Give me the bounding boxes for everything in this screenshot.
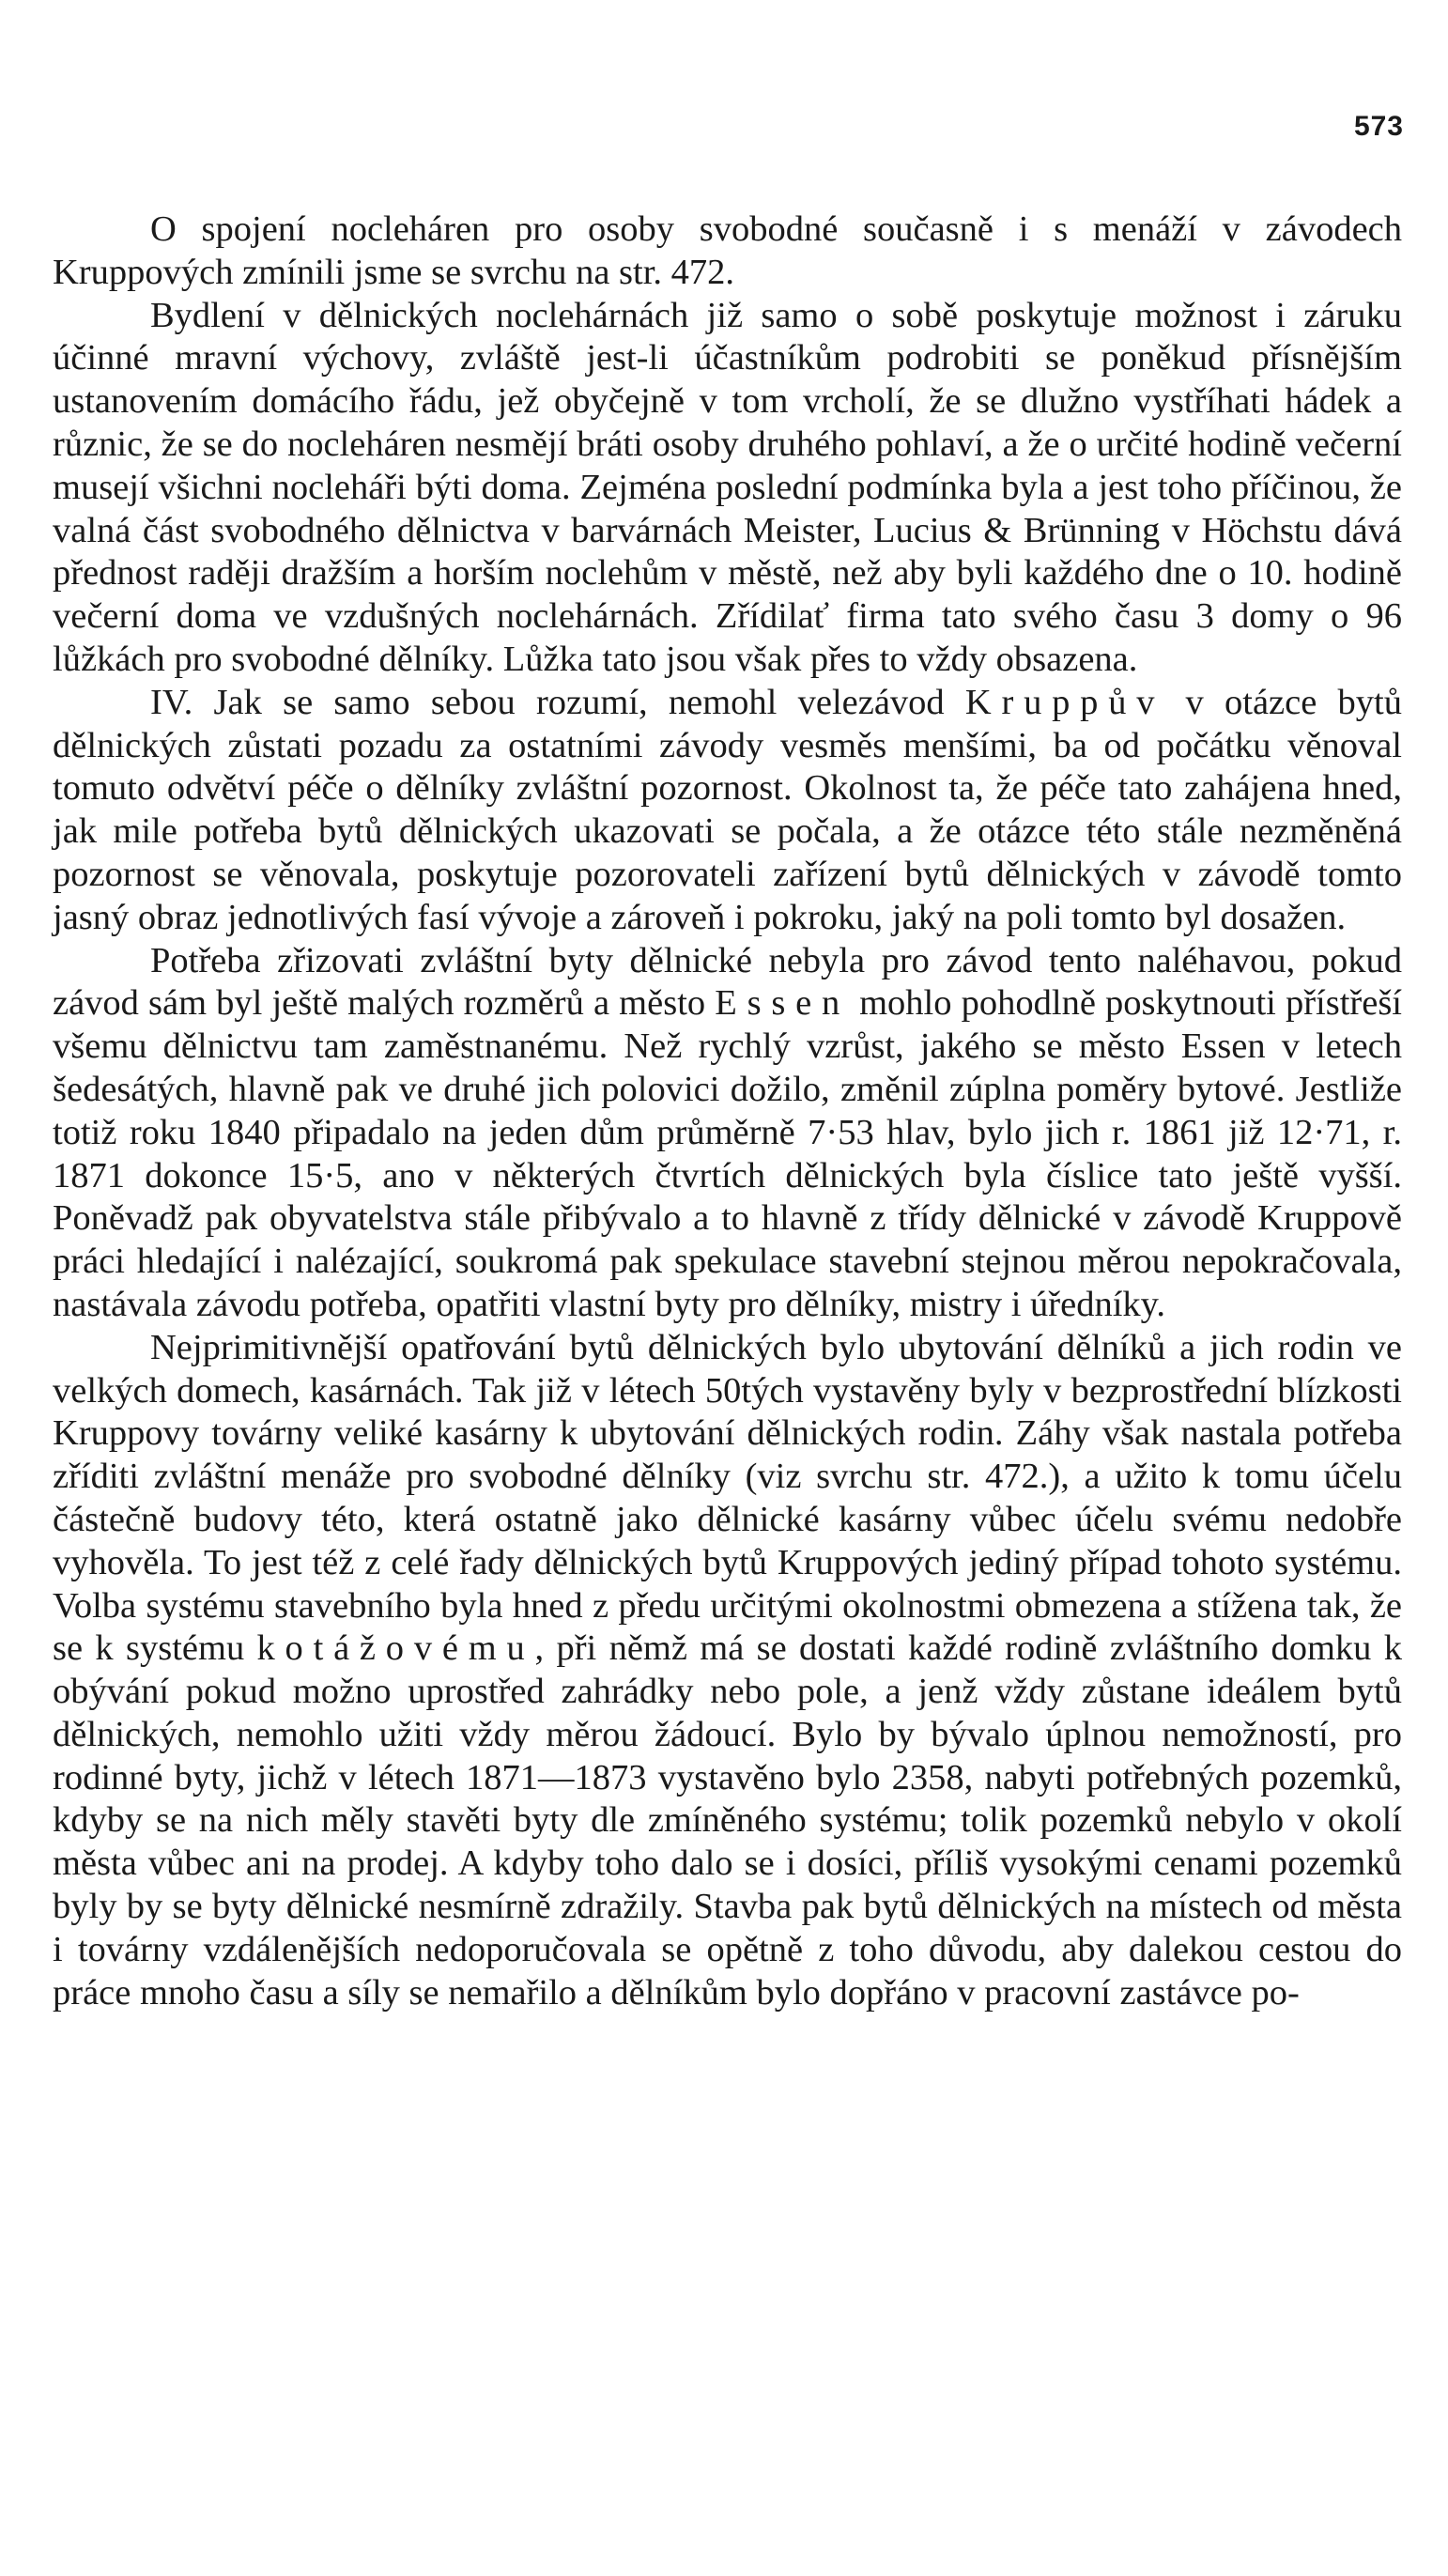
spaced-emphasis: kotážovému [256, 1628, 535, 1669]
text-segment: Bydlení v dělnických noclehárnách již samo o sobě poskytuje možnost i záruku účinné mravní výchovy, zvláště jest-li účastníkům podrobiti se poněkud přísnějším ustanovením domácího řádu, jež obyčejně v tom vrcholí, že se dlužno vystříhati hádek a různic, že se do nocleháren nesmějí bráti osoby druhého pohlaví, a že o určité hodině večerní musejí všichni nocleháři býti doma. Zejména poslední podmínka byla a jest toho příčinou, že valná část svobodného dělnictva v barvárnách Meister, Lucius & Brünning v Höchstu dává přednost raději dražším a horším noclehům v městě, než aby byli každého dne o 10. hodině večerní doma ve vzdušných noclehárnách. Zřídilať firma tato svého času 3 domy o 96 lůžkách pro svobodné dělníky. Lůžka tato jsou však přes to vždy obsazena. [53, 295, 1402, 679]
paragraph-p3 [53, 682, 1402, 940]
body-text [53, 208, 1402, 2014]
paragraph-p4 [53, 940, 1402, 1327]
text-segment: Nejprimitivnější opatřování bytů dělnických bylo ubytování dělníků a jich rodin ve velkých domech, kasárnách. Tak již v létech 50tých vystavěny byly v bezprostřední blízkosti Kruppovy továrny veliké kasárny k ubytování dělnických rodin. Záhy však nastala potřeba zříditi zvláštní menáže pro svobodné dělníky (viz svrchu str. 472.), a užito k tomu účelu částečně budovy této, která ostatně jako dělnické kasárny vůbec účelu svému nedobře vyhověla. To jest též z celé řady dělnických bytů Kruppových jediný případ tohoto systému. Volba systému stavebního byla hned z předu určitými okolnostmi obmezena a stížena tak, že se k systému [53, 1327, 1402, 1669]
paragraph-p1 [53, 208, 1402, 295]
text-segment: Potřeba zřizovati zvláštní byty dělnické nebyla pro závod tento naléhavou, pokud závod sám byl ještě malých rozměrů a město [53, 940, 1402, 1024]
page-number: 573 [1353, 111, 1404, 142]
spaced-emphasis: Essen [715, 983, 850, 1024]
text-segment: v otázce bytů dělnických zůstati pozadu za ostatními závody vesměs menšími, ba od počátku věnoval tomuto odvětví péče o dělníky zvláštní pozornost. Okolnost ta, že péče tato zahájena hned, jak mile potřeba bytů dělnických ukazovati se počala, a že otázce této stále nezměněná pozornost se věnovala, poskytuje pozorovateli zařízení bytů dělnických v závodě tomto jasný obraz jednotlivých fasí vývoje a zároveň i pokroku, jaký na poli tomto byl dosažen. [53, 682, 1402, 937]
spaced-emphasis: Kruppův [964, 682, 1165, 722]
text-segment: , při němž má se dostati každé rodině zvláštního domku k obývání pokud možno uprostřed zahrádky nebo pole, a jenž vždy zůstane ideálem bytů dělnických, nemohlo užiti vždy měrou žádoucí. Bylo by bývalo úplnou nemožností, pro rodinné byty, jichž v létech 1871—1873 vystavěno bylo 2358, nabyti potřebných pozemků, kdyby se na nich měly stavěti byty dle zmíněného systému; tolik pozemků nebylo v okolí města vůbec ani na prodej. A kdyby toho dalo se i dosíci, příliš vysokými cenami pozemků byly by se byty dělnické nesmírně zdražily. Stavba pak bytů dělnických na místech od města i továrny vzdálenějších nedoporučovala se opětně z toho důvodu, aby dalekou cestou do práce mnoho času a síly se nemařilo a dělníkům bylo dopřáno v pracovní zastávce po- [53, 1628, 1402, 2013]
text-segment: mohlo pohodlně poskytnouti přístřeší všemu dělnictvu tam zaměstnanému. Než rychlý vzrůst, jakého se město Essen v letech šedesátých, hlavně pak ve druhé jich polovici dožilo, změnil zúplna poměry bytové. Jestliže totiž roku 1840 připadalo na jeden dům průměrně 7·53 hlav, bylo jich r. 1861 již 12·71, r. 1871 dokonce 15·5, ano v některých čtvrtích dělnických byla číslice tato ještě vyšší. Poněvadž pak obyvatelstva stále přibývalo a to hlavně z třídy dělnické v závodě Kruppově práci hledající i nalézající, soukromá pak spekulace stavební stejnou měrou nepokračovala, nastávala závodu potřeba, opatřiti vlastní byty pro dělníky, mistry i úředníky. [53, 983, 1402, 1324]
text-segment: IV. Jak se samo sebou rozumí, nemohl velezávod [150, 682, 965, 722]
text-segment: O spojení nocleháren pro osoby svobodné současně i s menáží v závodech Kruppových zmínili jsme se svrchu na str. 472. [53, 209, 1402, 292]
paragraph-p5 [53, 1327, 1402, 2015]
paragraph-p2 [53, 295, 1402, 682]
